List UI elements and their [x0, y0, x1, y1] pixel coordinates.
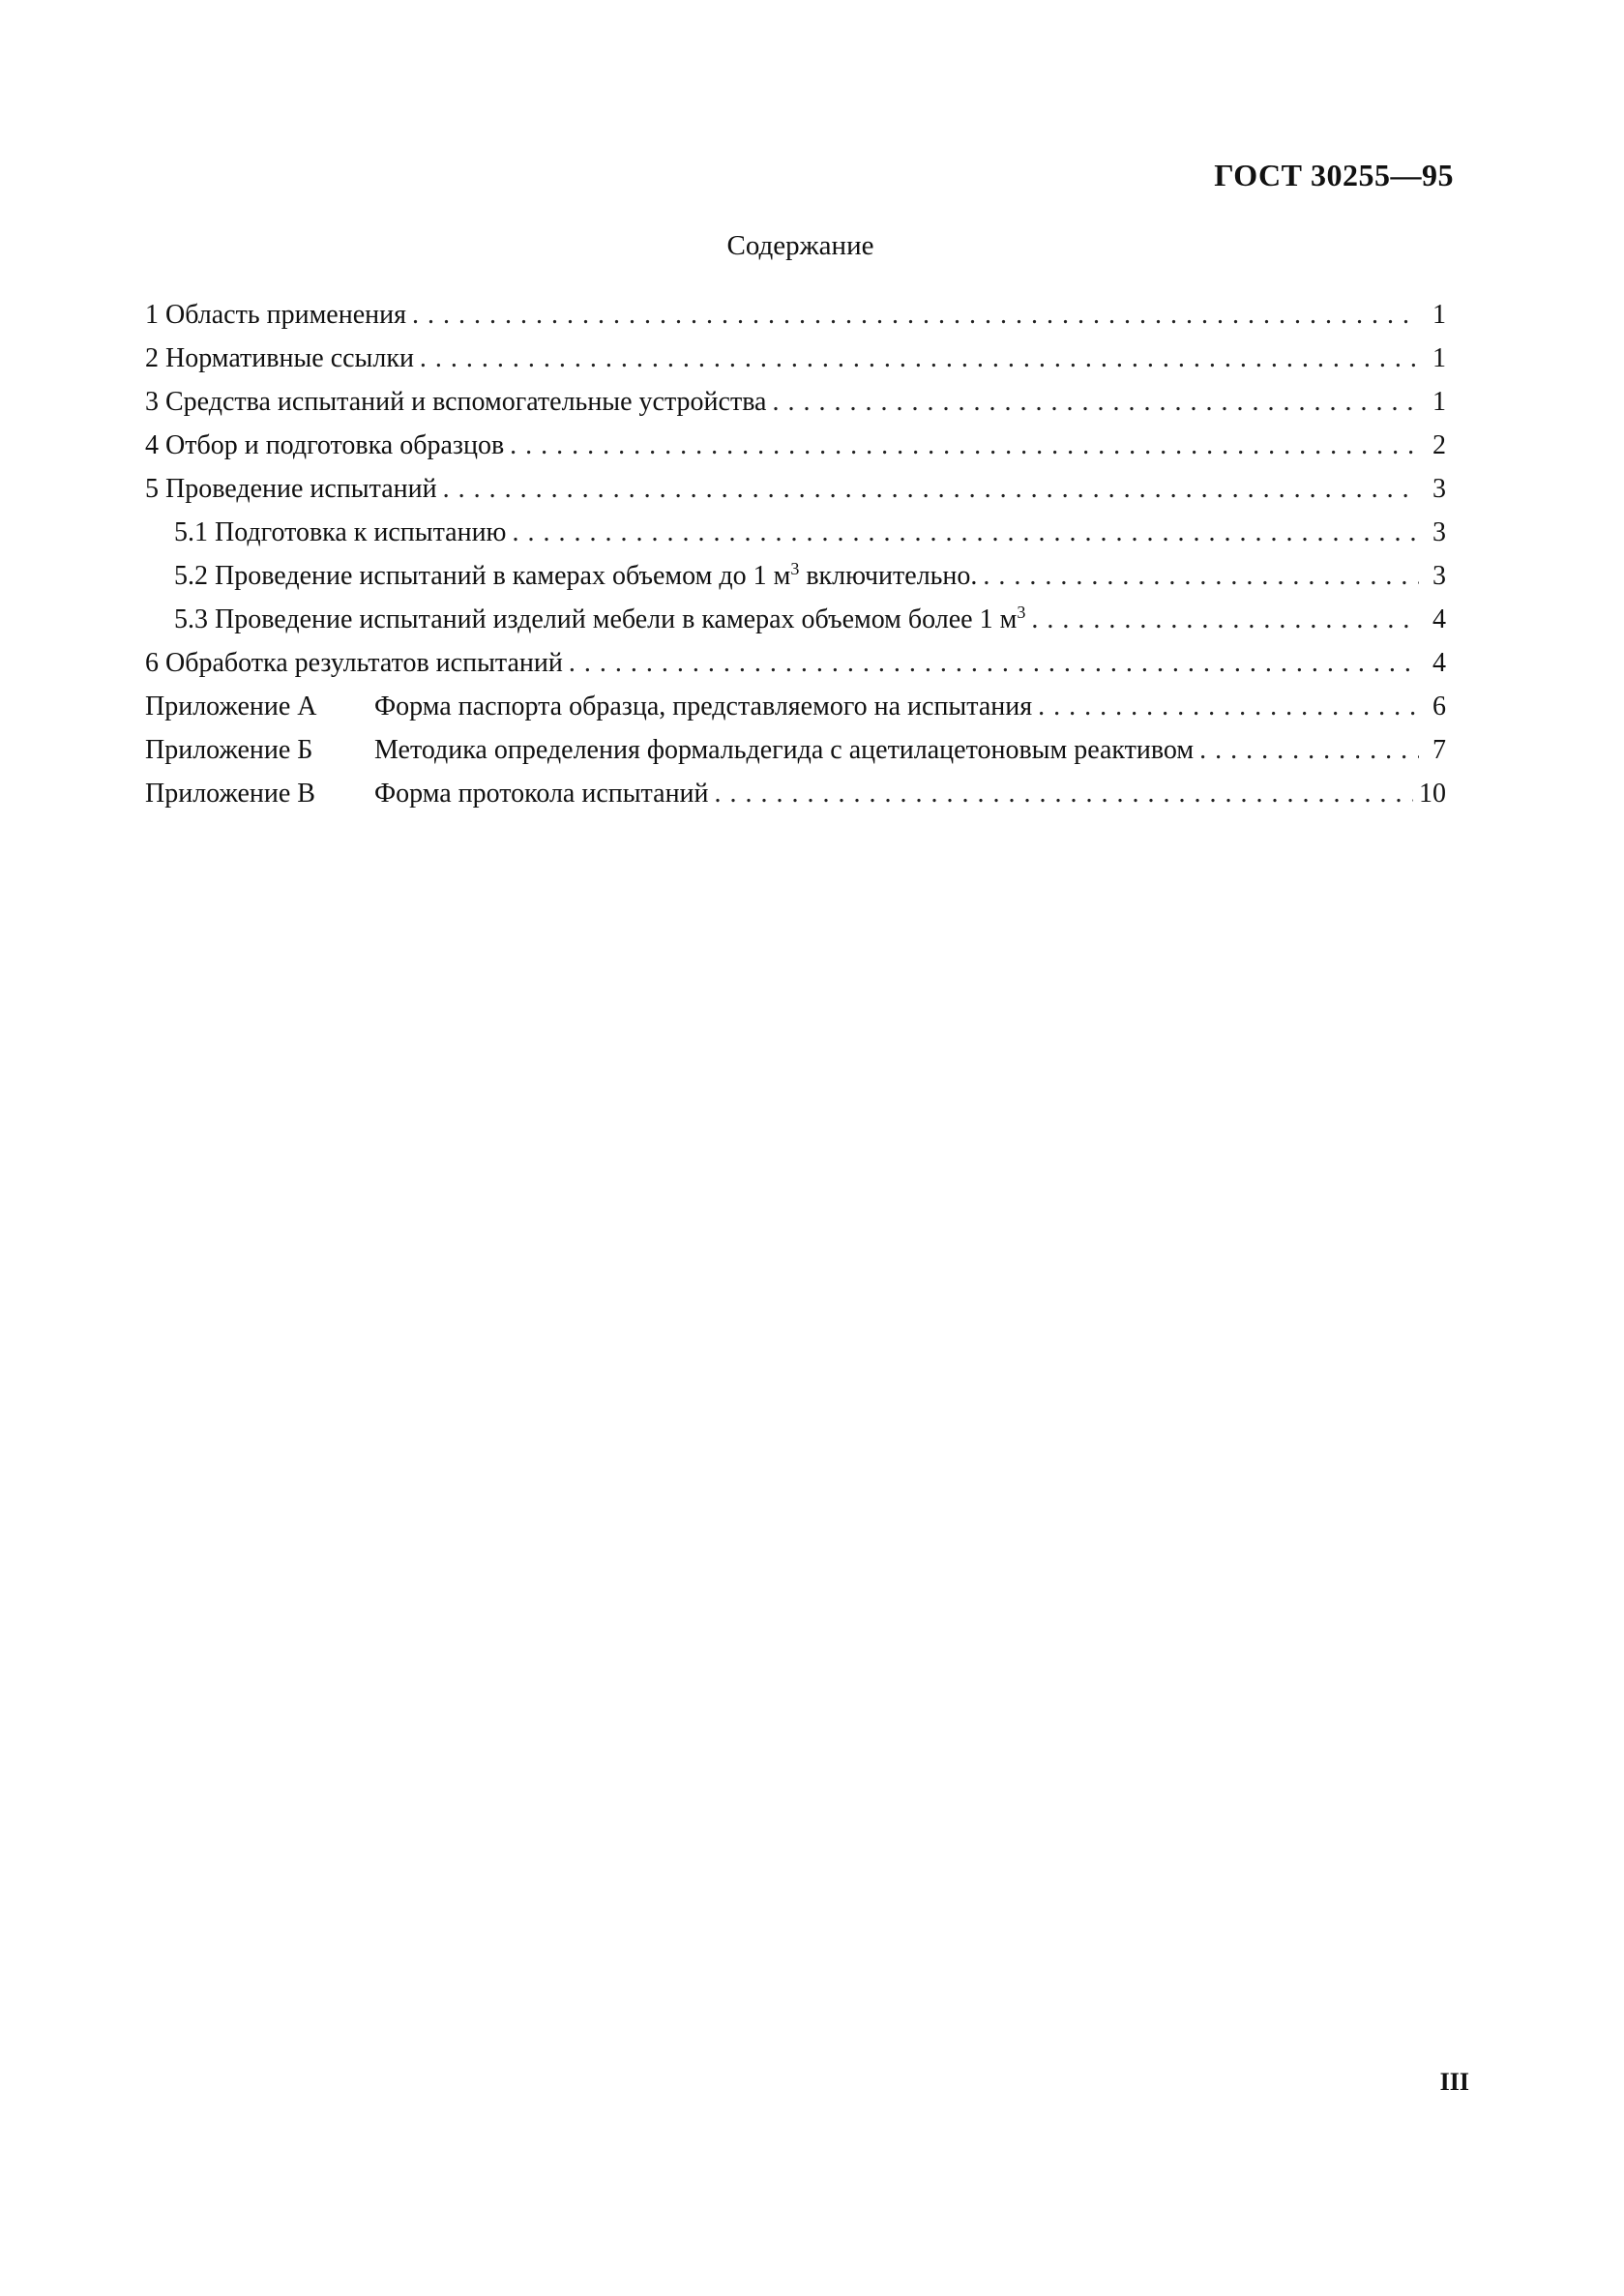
appendix-prefix: Приложение Б	[145, 735, 313, 765]
toc-subentry[interactable]	[145, 598, 1446, 641]
toc-entry-label: 2 Нормативные ссылки	[145, 343, 414, 373]
dot-leader	[412, 293, 1419, 337]
toc-entry-page: 6	[1432, 692, 1446, 721]
toc-entry-label: 5 Проведение испытаний	[145, 474, 437, 504]
dot-leader	[983, 554, 1419, 598]
toc-entry-page: 2	[1432, 430, 1446, 460]
toc-entry-label	[174, 598, 1025, 641]
toc-entry-page: 3	[1432, 517, 1446, 547]
toc-title: Содержание	[726, 230, 874, 261]
page-number: III	[1439, 2068, 1469, 2096]
dot-leader	[512, 511, 1419, 554]
toc-appendix-entry[interactable]	[145, 772, 1446, 815]
toc-entry-label	[145, 728, 1194, 772]
toc-entry-page: 1	[1432, 300, 1446, 330]
dot-leader	[420, 337, 1419, 380]
dot-leader	[443, 467, 1419, 511]
toc-entry[interactable]	[145, 467, 1446, 511]
document-code: ГОСТ 30255—95	[1214, 158, 1454, 192]
table-of-contents	[145, 293, 1446, 815]
toc-entry-label: 3 Средства испытаний и вспомогательные устройства	[145, 387, 767, 417]
toc-entry-label	[174, 554, 977, 598]
appendix-prefix: Приложение А	[145, 692, 317, 721]
toc-entry-page: 4	[1432, 604, 1446, 634]
toc-entry[interactable]	[145, 641, 1446, 685]
appendix-title: Методика определения формальдегида с ацетилацетоновым реактивом	[374, 735, 1195, 765]
superscript: 3	[1017, 603, 1026, 622]
toc-entry-page: 10	[1419, 779, 1446, 809]
toc-entry-page: 3	[1432, 561, 1446, 591]
toc-entry-label-tail: включительно.	[799, 561, 978, 591]
toc-entry-label-text: 5.2 Проведение испытаний в камерах объемом до 1 м	[174, 561, 791, 591]
toc-entry-label: 4 Отбор и подготовка образцов	[145, 430, 505, 460]
toc-appendix-entry[interactable]	[145, 728, 1446, 772]
toc-entry-label: 1 Область применения	[145, 300, 406, 330]
dot-leader	[510, 424, 1419, 467]
toc-entry-label-text: 5.3 Проведение испытаний изделий мебели в камерах объемом более 1 м	[174, 604, 1018, 634]
toc-subentry[interactable]	[145, 511, 1446, 554]
dot-leader	[1031, 598, 1419, 641]
toc-entry[interactable]	[145, 293, 1446, 337]
toc-entry[interactable]	[145, 380, 1446, 424]
dot-leader	[715, 772, 1413, 815]
toc-entry-page: 1	[1432, 343, 1446, 373]
toc-entry[interactable]	[145, 337, 1446, 380]
superscript: 3	[790, 559, 800, 578]
toc-subentry[interactable]	[145, 554, 1446, 598]
toc-entry[interactable]	[145, 424, 1446, 467]
dot-leader	[569, 641, 1419, 685]
toc-entry-page: 7	[1432, 735, 1446, 765]
dot-leader	[1038, 685, 1419, 728]
toc-entry-label	[145, 772, 709, 815]
toc-entry-label	[145, 685, 1032, 728]
appendix-prefix: Приложение В	[145, 779, 315, 809]
appendix-title: Форма паспорта образца, представляемого на испытания	[374, 692, 1033, 721]
toc-entry-page: 3	[1432, 474, 1446, 504]
appendix-title: Форма протокола испытаний	[374, 779, 709, 809]
dot-leader	[1199, 728, 1419, 772]
toc-entry-label: 5.1 Подготовка к испытанию	[174, 517, 507, 547]
toc-entry-page: 4	[1432, 648, 1446, 678]
toc-entry-label: 6 Обработка результатов испытаний	[145, 648, 563, 678]
dot-leader	[772, 380, 1419, 424]
toc-appendix-entry[interactable]	[145, 685, 1446, 728]
toc-entry-page: 1	[1432, 387, 1446, 417]
